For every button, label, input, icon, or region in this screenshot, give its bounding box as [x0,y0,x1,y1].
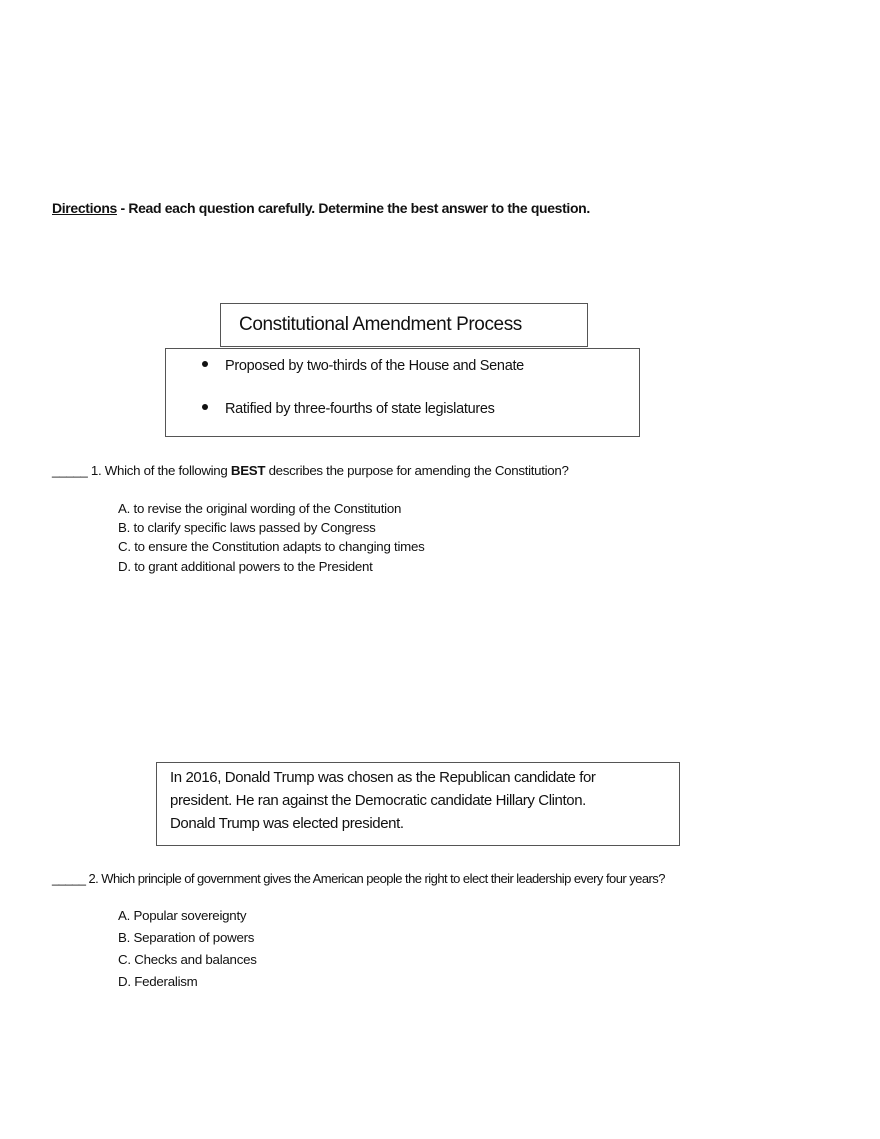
directions-text: - Read each question carefully. Determine the best answer to the question. [116,200,590,216]
bullet-text: Ratified by three-fourths of state legislatures [225,401,495,417]
story-box [156,762,680,846]
directions [52,200,590,216]
question-text: 1. Which of the following [87,463,231,478]
bullet-icon [202,361,208,367]
story-line: president. He ran against the Democratic candidate Hillary Clinton. [170,792,586,809]
q2-option-c: C. Checks and balances [118,952,257,967]
question-1 [52,463,569,478]
bullet-icon [202,404,208,410]
story-line: In 2016, Donald Trump was chosen as the Republican candidate for [170,769,596,786]
q2-option-d: D. Federalism [118,974,198,989]
amendment-bullets-box [165,348,640,437]
q1-option-a: A. to revise the original wording of the Constitution [118,501,402,516]
amendment-title-box [220,303,588,347]
q2-option-b: B. Separation of powers [118,930,255,945]
answer-blank[interactable]: _____ [52,463,88,478]
amendment-bullet [202,358,524,374]
q1-option-d: D. to grant additional powers to the President [118,559,373,574]
question-2 [52,871,665,886]
amendment-bullet [202,401,495,417]
question-text: 2. Which principle of government gives the American people the right to elect their leadership every four years? [85,871,665,886]
bullet-text: Proposed by two-thirds of the House and Senate [225,358,524,374]
story-line: Donald Trump was elected president. [170,815,404,832]
q1-option-b: B. to clarify specific laws passed by Congress [118,520,376,535]
amendment-title: Constitutional Amendment Process [239,314,522,335]
question-text: describes the purpose for amending the Constitution? [265,463,569,478]
q2-option-a: A. Popular sovereignty [118,908,247,923]
q1-option-c: C. to ensure the Constitution adapts to changing times [118,539,425,554]
answer-blank[interactable]: _____ [52,871,86,886]
directions-label: Directions [52,200,117,216]
question-emphasis: BEST [230,463,266,478]
